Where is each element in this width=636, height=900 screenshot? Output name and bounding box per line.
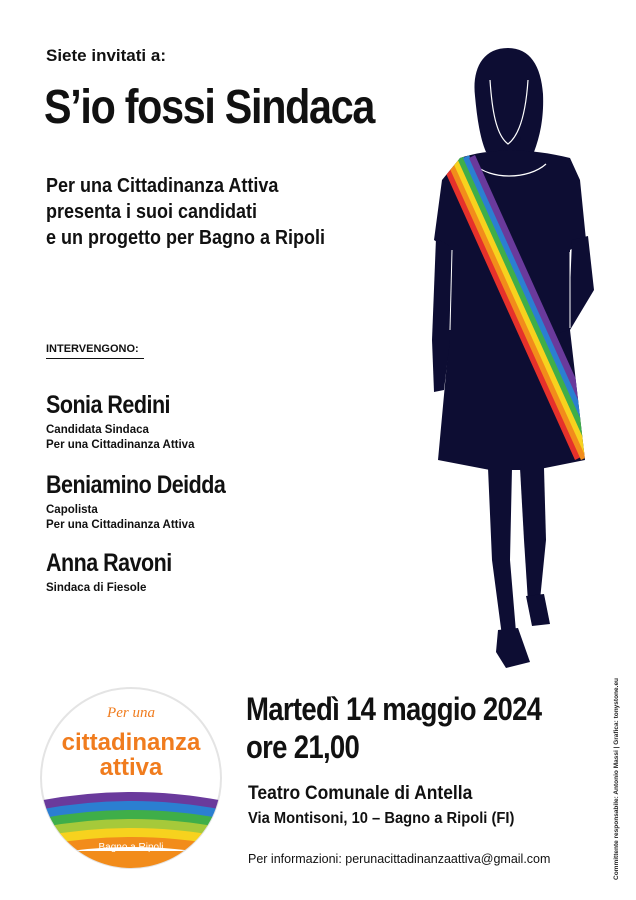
logo-rainbow [38,792,224,871]
speaker-anna-ravoni [46,548,192,596]
logo-arc [38,851,224,871]
logo-text-place: Bagno a Ripoli [98,842,164,853]
silhouette-body [432,48,594,668]
speaker-name: Sonia Redini [46,391,171,419]
event-date: Martedì 14 maggio 2024 [246,691,542,727]
subtitle-line: e un progetto per Bagno a Ripoli [46,227,325,249]
venue-name: Teatro Comunale di Antella [248,783,473,804]
poster-title: S’io fossi Sindaca [44,81,375,134]
logo-text-per-una: Per una [107,705,155,721]
speaker-role: Candidata Sindaca [46,424,149,436]
venue-address: Via Montisoni, 10 – Bagno a Ripoli (FI) [248,810,515,827]
poster-subtitle [46,173,325,251]
event-datetime [246,690,541,766]
speaker-name: Anna Ravoni [46,549,172,577]
speaker-sonia-redini [46,390,194,453]
speaker-name: Beniamino Deidda [46,471,226,499]
speaker-role: Capolista [46,504,98,516]
party-logo [38,685,224,871]
invite-line: Siete invitati a: [46,46,166,65]
speakers-heading: INTERVENGONO: [46,343,144,359]
speaker-role: Sindaca di Fiesole [46,582,147,594]
event-time: ore 21,00 [246,729,360,765]
speaker-role: Per una Cittadinanza Attiva [46,439,195,451]
speaker-beniamino-deidda [46,470,255,533]
woman-with-sash-illustration [420,40,610,675]
subtitle-line: Per una Cittadinanza Attiva [46,175,279,197]
subtitle-line: presenta i suoi candidati [46,201,258,223]
logo-text-cittadinanza: cittadinanza [61,729,201,756]
credits-vertical: Committente responsabile: Antonio Massi | Grafica: tonystone.eu [613,677,620,880]
logo-text-attiva: attiva [99,754,163,781]
info-contact: Per informazioni: perunacittadinanzaattiva@gmail.com [248,852,551,866]
speaker-role: Per una Cittadinanza Attiva [46,519,195,531]
